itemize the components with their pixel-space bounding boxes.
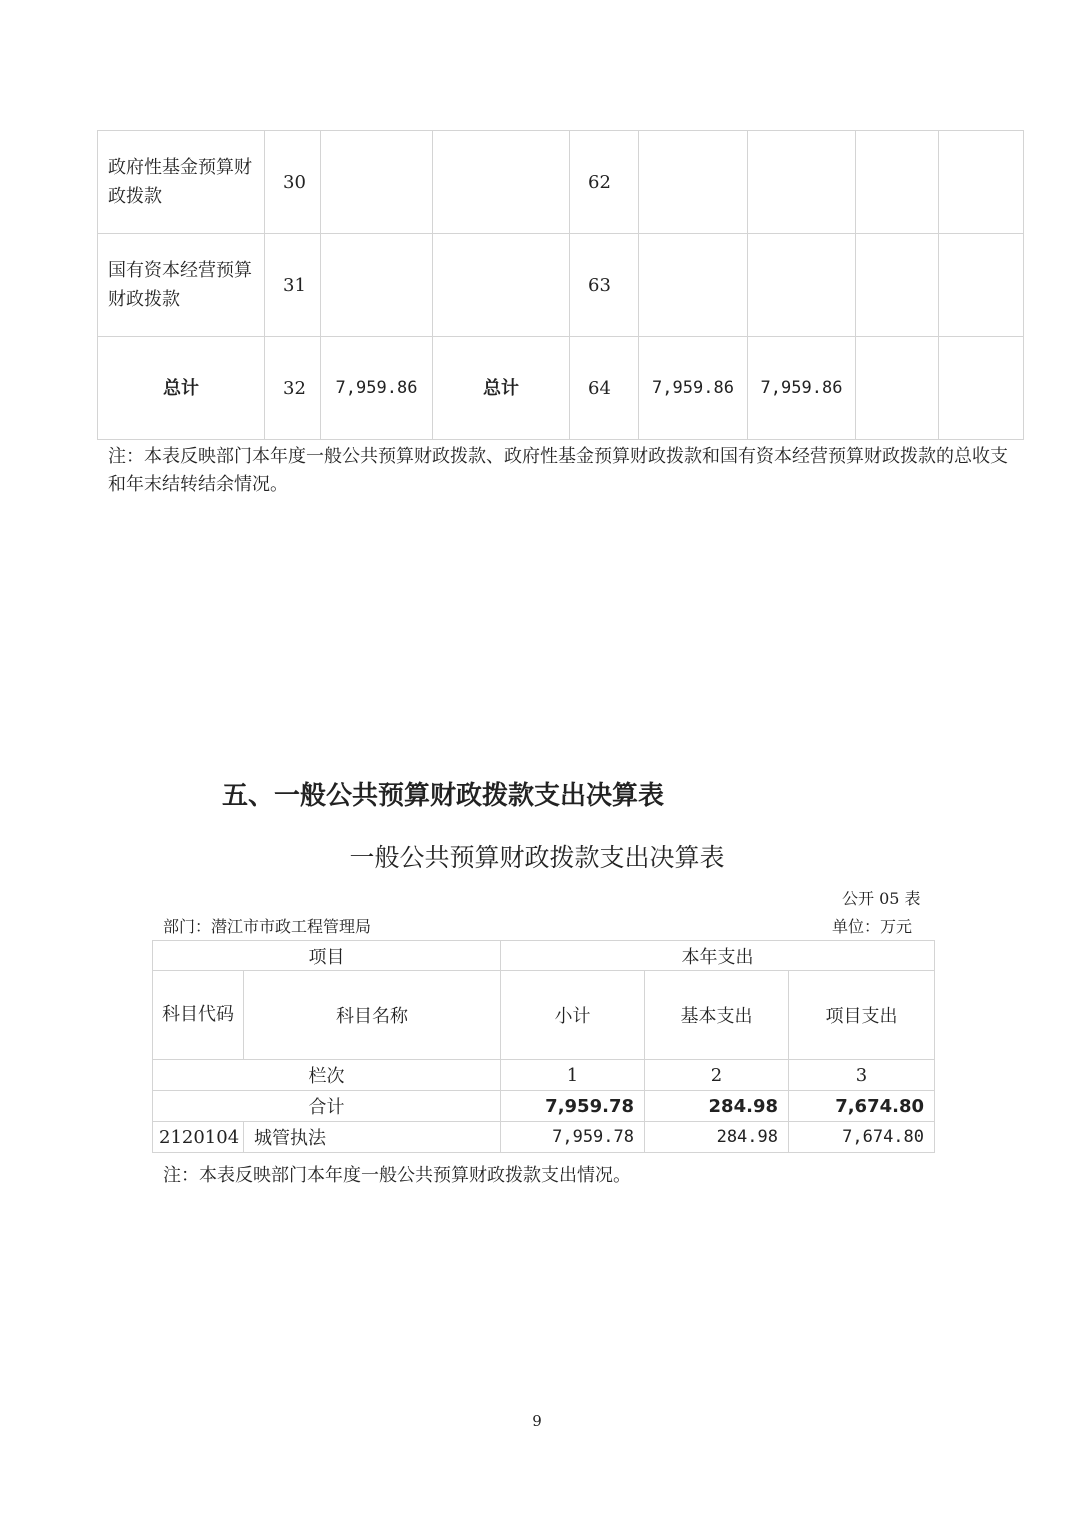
col-project-header: 项目支出 <box>789 971 935 1060</box>
expense-label <box>433 131 570 234</box>
revenue-amount <box>321 234 433 337</box>
table-code: 公开 05 表 <box>842 889 921 908</box>
column-index-1: 1 <box>501 1060 645 1091</box>
expense-col-3 <box>856 337 939 440</box>
header-year-expense: 本年支出 <box>501 941 935 971</box>
table-row <box>98 131 1024 234</box>
total-label: 合计 <box>153 1091 501 1122</box>
header-row <box>153 941 935 971</box>
column-index-row <box>153 1060 935 1091</box>
expense-col-1: 7,959.86 <box>639 337 748 440</box>
expense-row-number: 62 <box>570 131 639 234</box>
expense-col-4 <box>939 337 1024 440</box>
expense-col-2 <box>748 131 856 234</box>
table-note: 注：本表反映部门本年度一般公共预算财政拨款、政府性基金预算财政拨款和国有资本经营预算财政拨款的总收支和年末结转结余情况。 <box>108 446 1008 495</box>
expense-table-note: 注：本表反映部门本年度一般公共预算财政拨款支出情况。 <box>163 1165 631 1186</box>
revenue-amount: 7,959.86 <box>321 337 433 440</box>
row-number: 32 <box>265 337 321 440</box>
total-basic: 284.98 <box>645 1091 789 1122</box>
expense-col-3 <box>856 131 939 234</box>
expense-col-3 <box>856 234 939 337</box>
col-code-header: 科目代码 <box>153 971 244 1060</box>
column-index-3: 3 <box>789 1060 935 1091</box>
expense-col-4 <box>939 131 1024 234</box>
revenue-expense-table-continuation <box>97 130 1024 440</box>
section-heading: 五、一般公共预算财政拨款支出决算表 <box>222 781 665 811</box>
table-row <box>153 1122 935 1153</box>
expense-col-4 <box>939 234 1024 337</box>
row-number: 30 <box>265 131 321 234</box>
unit-label: 单位：万元 <box>832 917 913 936</box>
expense-row-number: 63 <box>570 234 639 337</box>
total-label: 总计 <box>98 337 265 440</box>
header-item: 项目 <box>153 941 501 971</box>
col-subtotal-header: 小计 <box>501 971 645 1060</box>
table-row-total <box>98 337 1024 440</box>
table-row <box>98 234 1024 337</box>
department-label: 部门：潜江市市政工程管理局 <box>163 917 372 936</box>
column-index-label: 栏次 <box>153 1060 501 1091</box>
revenue-amount <box>321 131 433 234</box>
expense-row-number: 64 <box>570 337 639 440</box>
row-subtotal: 7,959.78 <box>501 1122 645 1153</box>
subject-code: 2120104 <box>153 1122 244 1153</box>
row-number: 31 <box>265 234 321 337</box>
col-name-header: 科目名称 <box>244 971 501 1060</box>
table-title: 一般公共预算财政拨款支出决算表 <box>349 843 725 872</box>
revenue-label: 国有资本经营预算财政拨款 <box>98 234 265 337</box>
row-project: 7,674.80 <box>789 1122 935 1153</box>
expense-col-2: 7,959.86 <box>748 337 856 440</box>
total-project: 7,674.80 <box>789 1091 935 1122</box>
column-index-2: 2 <box>645 1060 789 1091</box>
expense-label <box>433 234 570 337</box>
expense-col-1 <box>639 131 748 234</box>
column-header-row <box>153 971 935 1060</box>
expense-total-label: 总计 <box>433 337 570 440</box>
row-basic: 284.98 <box>645 1122 789 1153</box>
total-row <box>153 1091 935 1122</box>
expense-col-2 <box>748 234 856 337</box>
col-basic-header: 基本支出 <box>645 971 789 1060</box>
general-budget-expense-table <box>152 940 935 1153</box>
expense-col-1 <box>639 234 748 337</box>
page-number: 9 <box>532 1412 542 1430</box>
total-subtotal: 7,959.78 <box>501 1091 645 1122</box>
revenue-label: 政府性基金预算财政拨款 <box>98 131 265 234</box>
subject-name: 城管执法 <box>244 1122 501 1153</box>
